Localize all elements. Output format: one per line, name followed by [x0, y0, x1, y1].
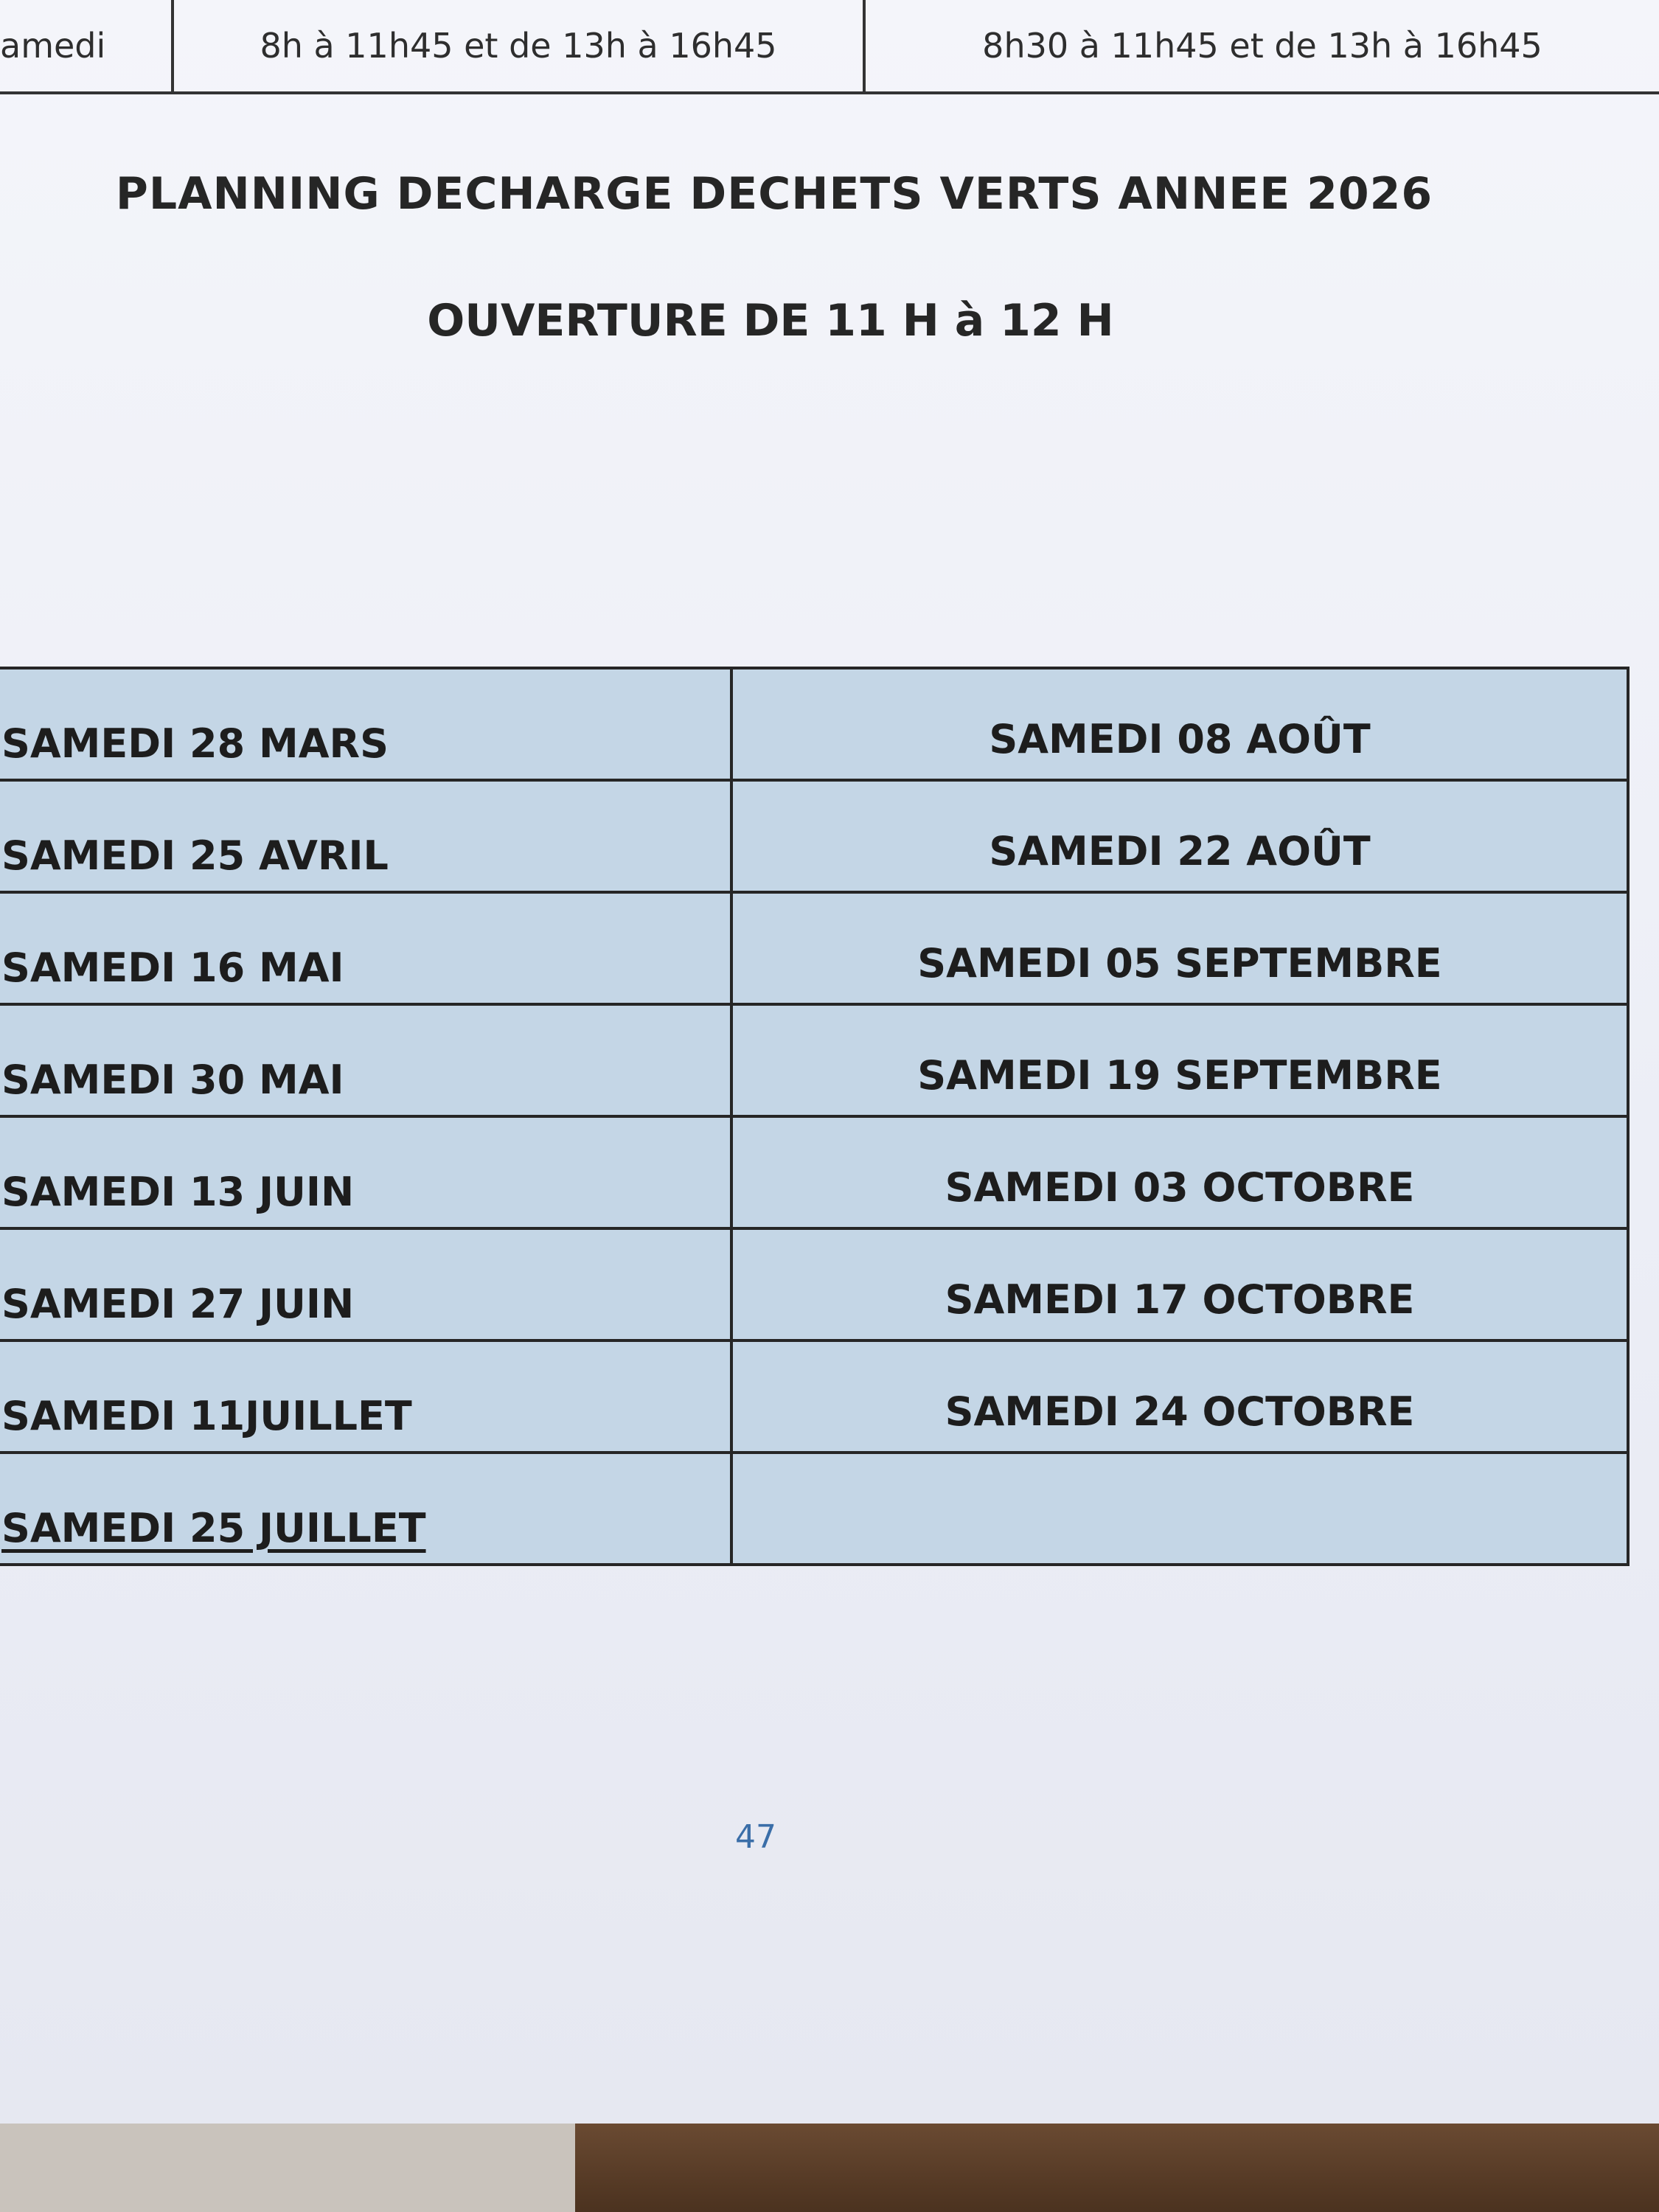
date-cell-right: SAMEDI 22 AOÛT	[731, 780, 1628, 892]
background-surface	[0, 2124, 575, 2212]
table-row	[0, 1004, 1628, 1116]
date-cell-left: SAMEDI 28 MARS	[0, 668, 731, 780]
date-cell-right: SAMEDI 19 SEPTEMBRE	[731, 1004, 1628, 1116]
date-cell-right: SAMEDI 08 AOÛT	[731, 668, 1628, 780]
date-cell-left: SAMEDI 30 MAI	[0, 1004, 731, 1116]
schedule-table	[0, 667, 1630, 1566]
date-cell-left: SAMEDI 25 AVRIL	[0, 780, 731, 892]
table-row	[0, 780, 1628, 892]
date-cell-right: SAMEDI 24 OCTOBRE	[731, 1340, 1628, 1453]
hours-day-cell: amedi	[0, 0, 174, 91]
table-row	[0, 668, 1628, 780]
date-cell-right: SAMEDI 05 SEPTEMBRE	[731, 892, 1628, 1004]
table-row	[0, 1228, 1628, 1340]
date-cell-left	[0, 1453, 731, 1565]
date-cell-right: SAMEDI 17 OCTOBRE	[731, 1228, 1628, 1340]
date-cell-left: SAMEDI 16 MAI	[0, 892, 731, 1004]
date-cell-right-empty	[731, 1453, 1628, 1565]
hours-cell-2: 8h30 à 11h45 et de 13h à 16h45	[982, 26, 1543, 66]
hours-cell-1: 8h à 11h45 et de 13h à 16h45	[174, 0, 866, 91]
table-row	[0, 1453, 1628, 1565]
page-title: PLANNING DECHARGE DECHETS VERTS ANNEE 2026	[115, 168, 1433, 220]
opening-hours-subtitle: OUVERTURE DE 11 H à 12 H	[427, 295, 1114, 347]
hours-table-fragment	[0, 0, 1659, 94]
date-cell-left: SAMEDI 11JUILLET	[0, 1340, 731, 1453]
table-row	[0, 1340, 1628, 1453]
table-row	[0, 892, 1628, 1004]
date-cell-left: SAMEDI 13 JUIN	[0, 1116, 731, 1228]
page-number: 47	[735, 1818, 776, 1856]
date-cell-left: SAMEDI 27 JUIN	[0, 1228, 731, 1340]
date-cell-right: SAMEDI 03 OCTOBRE	[731, 1116, 1628, 1228]
table-row	[0, 1116, 1628, 1228]
date-cell-left-text: SAMEDI 25 JUILLET	[1, 1505, 426, 1551]
